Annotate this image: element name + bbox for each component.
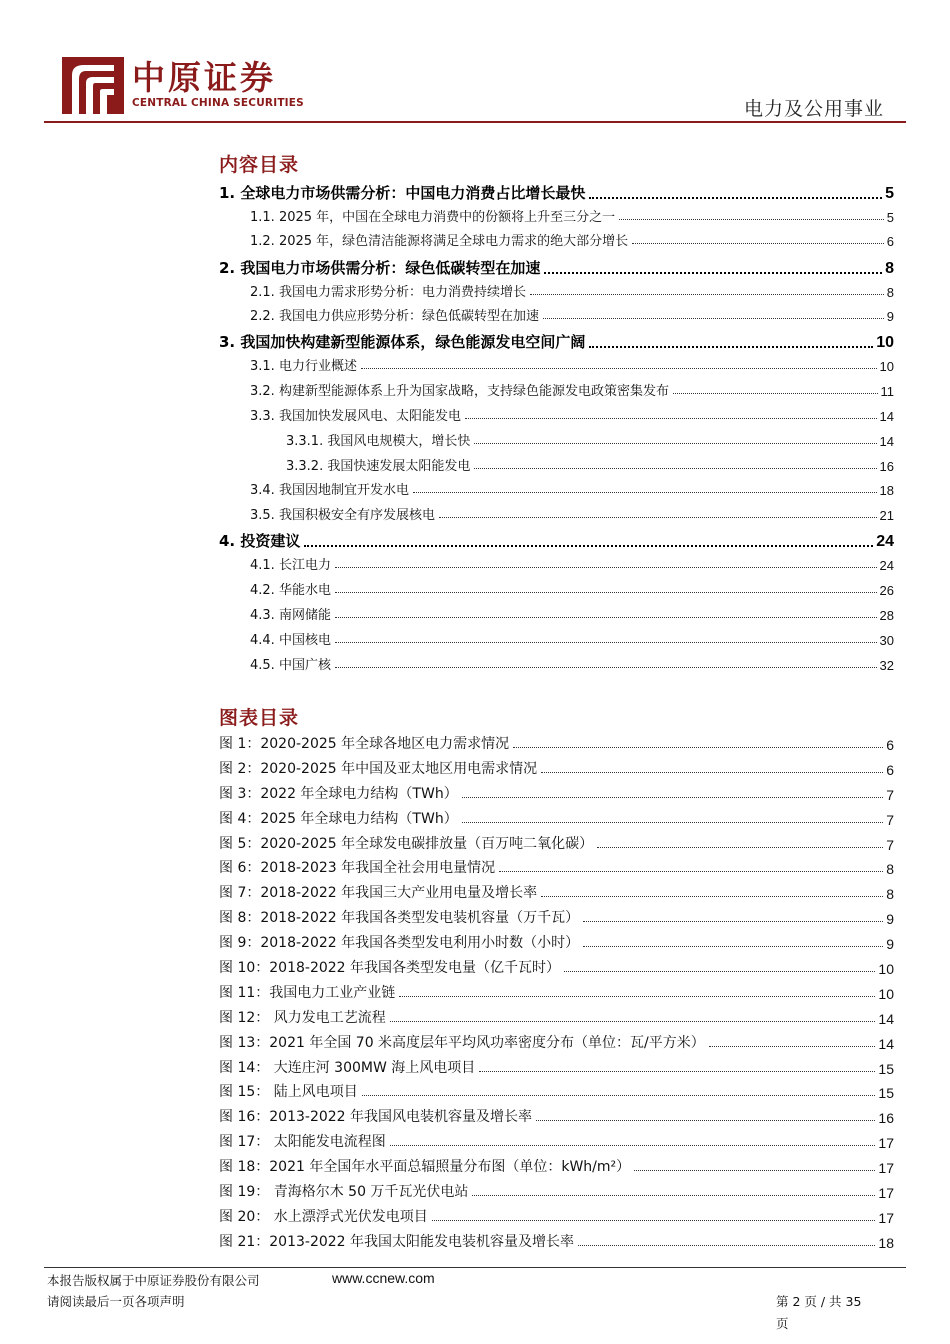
figure-entry-page: 7 [886,837,894,853]
dot-leader [362,1095,876,1096]
figure-entry-label: 图 19： 青海格尔木 50 万千瓦光伏电站 [219,1184,469,1200]
dot-leader [632,243,884,244]
toc-entry-page: 11 [880,384,894,399]
toc-entry-page: 14 [879,409,894,424]
logo-english-name: CENTRAL CHINA SECURITIES [132,97,304,109]
dot-leader [304,545,873,547]
dot-leader [544,272,882,274]
toc-entry-label: 3. 我国加快构建新型能源体系，绿色能源发电空间广阔 [219,333,586,351]
figure-entry-page: 17 [878,1160,894,1176]
toc-entry-label: 1. 全球电力市场供需分析：中国电力消费占比增长最快 [219,184,586,202]
dot-leader [583,921,883,922]
toc-entry[interactable] [250,504,894,523]
toc-entry-page: 10 [876,334,894,351]
toc-entry-page: 5 [886,210,894,225]
dot-leader [513,747,883,748]
company-logo-icon [62,57,124,114]
toc-entry[interactable] [286,430,894,449]
dot-leader [564,971,875,972]
figure-entry-label: 图 1：2020-2025 年全球各地区电力需求情况 [219,736,510,752]
website-link[interactable]: www.ccnew.com [332,1270,435,1286]
dot-leader [541,896,883,897]
figure-entry[interactable] [219,982,894,1002]
dot-leader [335,592,877,593]
toc-entry[interactable] [250,230,894,249]
page-info-suffix: 页 [776,1316,789,1331]
toc-entry-label: 2. 我国电力市场供需分析：绿色低碳转型在加速 [219,259,541,277]
figure-entry-page: 8 [886,861,894,877]
dot-leader [335,667,877,668]
toc-entry-label: 3.4. 我国因地制宜开发水电 [250,483,409,498]
toc-entry-label: 4.5. 中国广核 [250,658,331,673]
dot-leader [474,443,876,444]
toc-entry-label: 2.2. 我国电力供应形势分析：绿色低碳转型在加速 [250,309,539,324]
figure-entry[interactable] [219,932,894,952]
toc-entry-page: 8 [886,285,894,300]
report-sector: 电力及公用事业 [743,98,884,120]
toc-entry-label: 3.1. 电力行业概述 [250,359,357,374]
toc-entry[interactable] [250,305,894,324]
toc-entry-label: 3.2. 构建新型能源体系上升为国家战略，支持绿色能源发电政策密集发布 [250,384,669,399]
dot-leader [619,219,884,220]
figure-entry[interactable] [219,1206,894,1226]
toc-entry-page: 16 [879,459,894,474]
dot-leader [390,1021,876,1022]
dot-leader [541,772,883,773]
figure-entry-label: 图 13：2021 年全国 70 米高度层年平均风功率密度分布（单位：瓦/平方米） [219,1035,705,1051]
toc-entry[interactable] [250,206,894,225]
figure-entry-label: 图 10：2018-2022 年我国各类型发电量（亿千瓦时） [219,960,561,976]
figure-entry-label: 图 11：我国电力工业产业链 [219,985,396,1001]
figure-entry-page: 9 [886,911,894,927]
dot-leader [597,847,883,848]
figure-entry-page: 17 [878,1185,894,1201]
figure-entry-page: 9 [886,936,894,952]
toc-entry[interactable] [250,629,894,648]
toc-entry[interactable] [219,527,894,551]
figure-entry-label: 图 17： 太阳能发电流程图 [219,1134,386,1150]
figure-entry-label: 图 5：2020-2025 年全球发电碳排放量（百万吨二氧化碳） [219,836,594,852]
toc-entry-page: 32 [879,658,894,673]
toc-entry-page: 26 [879,583,894,598]
figure-entry[interactable] [219,857,894,877]
dot-leader [462,822,883,823]
figure-entry[interactable] [219,1057,894,1077]
dot-leader [361,368,877,369]
figure-entry-label: 图 21：2013-2022 年我国太阳能发电装机容量及增长率 [219,1234,575,1250]
toc-entry-label: 4.4. 中国核电 [250,633,331,648]
toc-entry-page: 5 [885,185,894,202]
figure-entry-page: 7 [886,812,894,828]
toc-entry-page: 14 [879,434,894,449]
figure-entry-label: 图 7：2018-2022 年我国三大产业用电量及增长率 [219,885,538,901]
toc-entry[interactable] [250,604,894,623]
figure-entry-page: 15 [878,1085,894,1101]
toc-entry[interactable] [250,405,894,424]
toc-entry[interactable] [219,328,894,352]
figure-entry-label: 图 20： 水上漂浮式光伏发电项目 [219,1209,428,1225]
figure-entry[interactable] [219,882,894,902]
toc-entry-label: 4.1. 长江电力 [250,558,331,573]
footer-divider [44,1267,906,1268]
figure-entry-label: 图 3：2022 年全球电力结构（TWh） [219,786,458,802]
toc-entry[interactable] [250,380,894,399]
toc-entry-label: 1.1. 2025 年，中国在全球电力消费中的份额将上升至三分之一 [250,210,616,225]
dot-leader [673,393,878,394]
toc-entry[interactable] [250,554,894,573]
toc-entry-label: 2.1. 我国电力需求形势分析：电力消费持续增长 [250,285,526,300]
figure-entry-page: 16 [878,1110,894,1126]
figure-entry-page: 6 [886,737,894,753]
figure-entry-label: 图 9：2018-2022 年我国各类型发电利用小时数（小时） [219,935,580,951]
toc-entry-page: 21 [879,508,894,523]
figure-entry[interactable] [219,957,894,977]
toc-entry[interactable] [219,179,894,203]
dot-leader [462,797,883,798]
disclaimer-note: 请阅读最后一页各项声明 [47,1294,185,1309]
figure-entry-label: 图 16：2013-2022 年我国风电装机容量及增长率 [219,1109,533,1125]
figure-entry-page: 17 [878,1210,894,1226]
figure-entry-page: 8 [886,886,894,902]
toc-entry-page: 10 [879,359,894,374]
dot-leader [413,492,877,493]
figure-index-title: 图表目录 [219,707,300,729]
copyright-notice: 本报告版权属于中原证券股份有限公司 [47,1273,260,1288]
dot-leader [589,346,873,348]
dot-leader [536,1120,875,1121]
dot-leader [439,517,877,518]
figure-entry[interactable] [219,1007,894,1027]
dot-leader [479,1071,875,1072]
figure-entry-label: 图 15： 陆上风电项目 [219,1084,358,1100]
dot-leader [432,1220,876,1221]
toc-entry[interactable] [286,455,894,474]
figure-entry[interactable] [219,1156,894,1176]
figure-entry-label: 图 4：2025 年全球电力结构（TWh） [219,811,458,827]
dot-leader [583,946,883,947]
figure-entry[interactable] [219,733,894,753]
toc-entry[interactable] [250,281,894,300]
figure-entry-page: 17 [878,1135,894,1151]
toc-entry-page: 8 [885,260,894,277]
toc-entry-page: 30 [879,633,894,648]
dot-leader [335,617,877,618]
figure-entry[interactable] [219,783,894,803]
dot-leader [399,996,875,997]
figure-entry-page: 7 [886,787,894,803]
toc-entry-label: 4. 投资建议 [219,532,301,550]
figure-entry-page: 14 [878,1036,894,1052]
toc-entry-label: 1.2. 2025 年，绿色清洁能源将满足全球电力需求的绝大部分增长 [250,234,629,249]
toc-entry-page: 28 [879,608,894,623]
toc-entry-page: 24 [876,533,894,550]
figure-entry[interactable] [219,1081,894,1101]
figure-entry[interactable] [219,1032,894,1052]
figure-entry-page: 6 [886,762,894,778]
figure-entry-label: 图 8：2018-2022 年我国各类型发电装机容量（万千瓦） [219,910,580,926]
dot-leader [472,1195,875,1196]
toc-entry-label: 3.3. 我国加快发展风电、太阳能发电 [250,409,461,424]
figure-entry-label: 图 18：2021 年全国年水平面总辐照量分布图（单位：kWh/m²） [219,1159,631,1175]
figure-entry-label: 图 14： 大连庄河 300MW 海上风电项目 [219,1060,476,1076]
dot-leader [335,642,877,643]
dot-leader [709,1046,876,1047]
toc-entry-page: 18 [879,483,894,498]
figure-entry-label: 图 12： 风力发电工艺流程 [219,1010,386,1026]
toc-entry-label: 3.5. 我国积极安全有序发展核电 [250,508,435,523]
dot-leader [335,567,877,568]
figure-entry[interactable] [219,1131,894,1151]
figure-entry[interactable] [219,907,894,927]
toc-entry[interactable] [250,355,894,374]
dot-leader [578,1245,875,1246]
figure-entry-page: 14 [878,1011,894,1027]
figure-entry[interactable] [219,758,894,778]
logo-chinese-name: 中原证券 [132,58,276,97]
toc-entry[interactable] [250,654,894,673]
dot-leader [530,294,884,295]
figure-entry-page: 10 [878,961,894,977]
toc-entry-page: 9 [886,309,894,324]
toc-entry[interactable] [219,254,894,278]
figure-entry[interactable] [219,808,894,828]
page-info: 第 2 页 / 共 35 [776,1294,862,1309]
figure-entry-label: 图 2：2020-2025 年中国及亚太地区用电需求情况 [219,761,538,777]
figure-entry-page: 18 [878,1235,894,1251]
figure-entry[interactable] [219,1106,894,1126]
figure-entry-page: 15 [878,1061,894,1077]
dot-leader [589,197,882,199]
toc-entry-label: 3.3.2. 我国快速发展太阳能发电 [286,459,471,474]
header-divider [44,121,906,123]
dot-leader [474,468,876,469]
figure-entry-label: 图 6：2018-2023 年我国全社会用电量情况 [219,860,496,876]
figure-entry-page: 10 [878,986,894,1002]
toc-entry[interactable] [250,479,894,498]
dot-leader [543,318,884,319]
dot-leader [634,1170,875,1171]
dot-leader [465,418,877,419]
toc-entry-label: 4.2. 华能水电 [250,583,331,598]
figure-entry[interactable] [219,1181,894,1201]
figure-entry[interactable] [219,833,894,853]
toc-entry-page: 24 [879,558,894,573]
toc-entry[interactable] [250,579,894,598]
toc-entry-label: 4.3. 南网储能 [250,608,331,623]
toc-entry-page: 6 [886,234,894,249]
toc-title: 内容目录 [219,154,300,176]
figure-entry[interactable] [219,1231,894,1251]
dot-leader [390,1145,876,1146]
toc-entry-label: 3.3.1. 我国风电规模大，增长快 [286,434,471,449]
dot-leader [499,871,883,872]
